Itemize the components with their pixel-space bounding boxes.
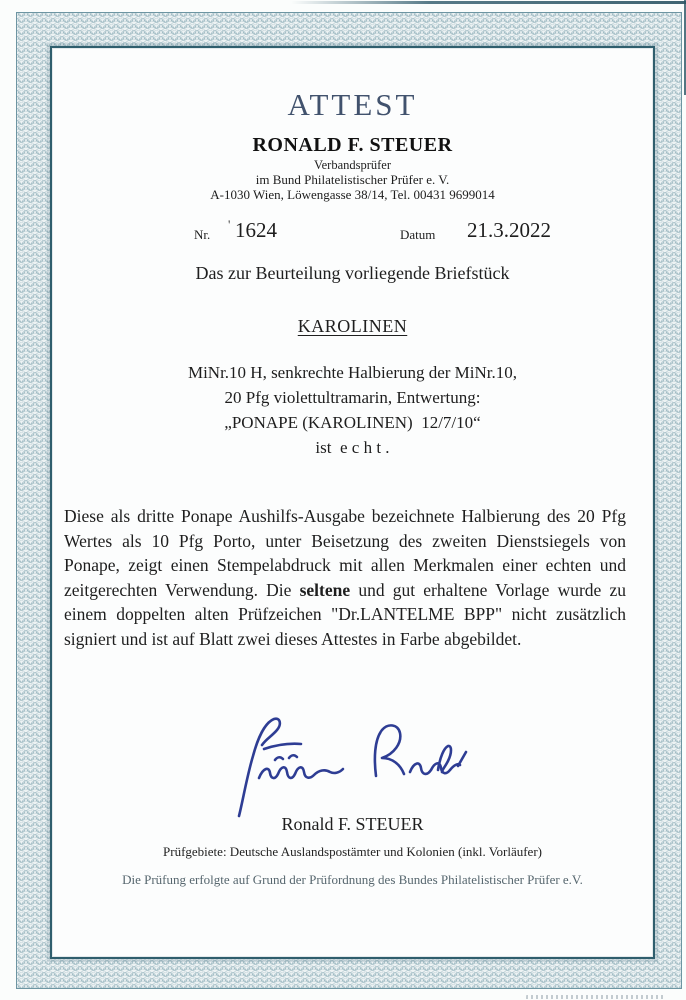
certificate-number-value: 1624	[235, 218, 277, 242]
certificate-title: ATTEST	[287, 87, 418, 122]
paragraph-text-after-bold: und gut erhaltene Vorlage wurde zu einem doppelten alten Prüfzeichen "Dr.LANTELME BPP" nicht zusätzlich signiert und ist auf Blatt zwei dieses Attestes in Farbe abgebildet.	[64, 579, 626, 649]
cancellation-quote-line: „PONAPE (KAROLINEN) 12/7/10“	[224, 413, 481, 432]
examination-rules-line: Die Prüfung erfolgte auf Grund der Prüfordnung des Bundes Philatelistischer Prüfer e.V.	[122, 871, 583, 887]
certificate-number-label: Nr.	[194, 227, 211, 242]
date-value: 21.3.2022	[467, 218, 551, 242]
printed-signer-name: Ronald F. STEUER	[281, 813, 424, 834]
description-line-2: 20 Pfg violettultramarin, Entwertung:	[224, 388, 481, 407]
certificate-content	[52, 48, 653, 957]
subject-intro-line: Das zur Beurteilung vorliegende Briefstück	[195, 263, 510, 283]
subject-description-block	[52, 360, 653, 460]
scan-artifact-top-edge	[291, 1, 686, 4]
expertise-paragraph	[52, 504, 653, 652]
certificate-meta-row	[52, 218, 653, 246]
date-label: Datum	[400, 227, 436, 242]
paragraph-text-before-bold: Diese als dritte Ponape Aushilfs-Ausgabe bezeichnete Halbierung des 20 Pfg Wertes als 10 Pfg Porto, unter Beisetzung des zweiten Dienstsiegels von Ponape, zeigt einen Stempelabdruck mit allen Merkmalen einer echten und zeitgerechten Verwendung. Die	[64, 506, 626, 600]
verdict-line: ist e c h t .	[315, 438, 390, 457]
examiner-name: RONALD F. STEUER	[252, 134, 453, 156]
signature-block	[52, 712, 653, 834]
handwritten-signature	[222, 712, 472, 818]
paragraph-bold-word: seltene	[299, 579, 351, 600]
certificate-sheet	[50, 46, 655, 959]
description-line-1: MiNr.10 H, senkrechte Halbierung der MiNr.10,	[187, 363, 518, 382]
examiner-address: A-1030 Wien, Löwengasse 38/14, Tel. 00431 9699014	[210, 187, 495, 202]
certificate-number-tick-mark: '	[228, 217, 231, 232]
expertise-areas-line: Prüfgebiete: Deutsche Auslandspostämter und Kolonien (inkl. Vorläufer)	[163, 843, 542, 859]
printer-fine-print-mark	[526, 995, 665, 999]
subject-region-heading: KAROLINEN	[297, 316, 408, 336]
examiner-organization: im Bund Philatelistischer Prüfer e. V.	[255, 172, 450, 187]
examiner-role: Verbandsprüfer	[313, 158, 392, 172]
